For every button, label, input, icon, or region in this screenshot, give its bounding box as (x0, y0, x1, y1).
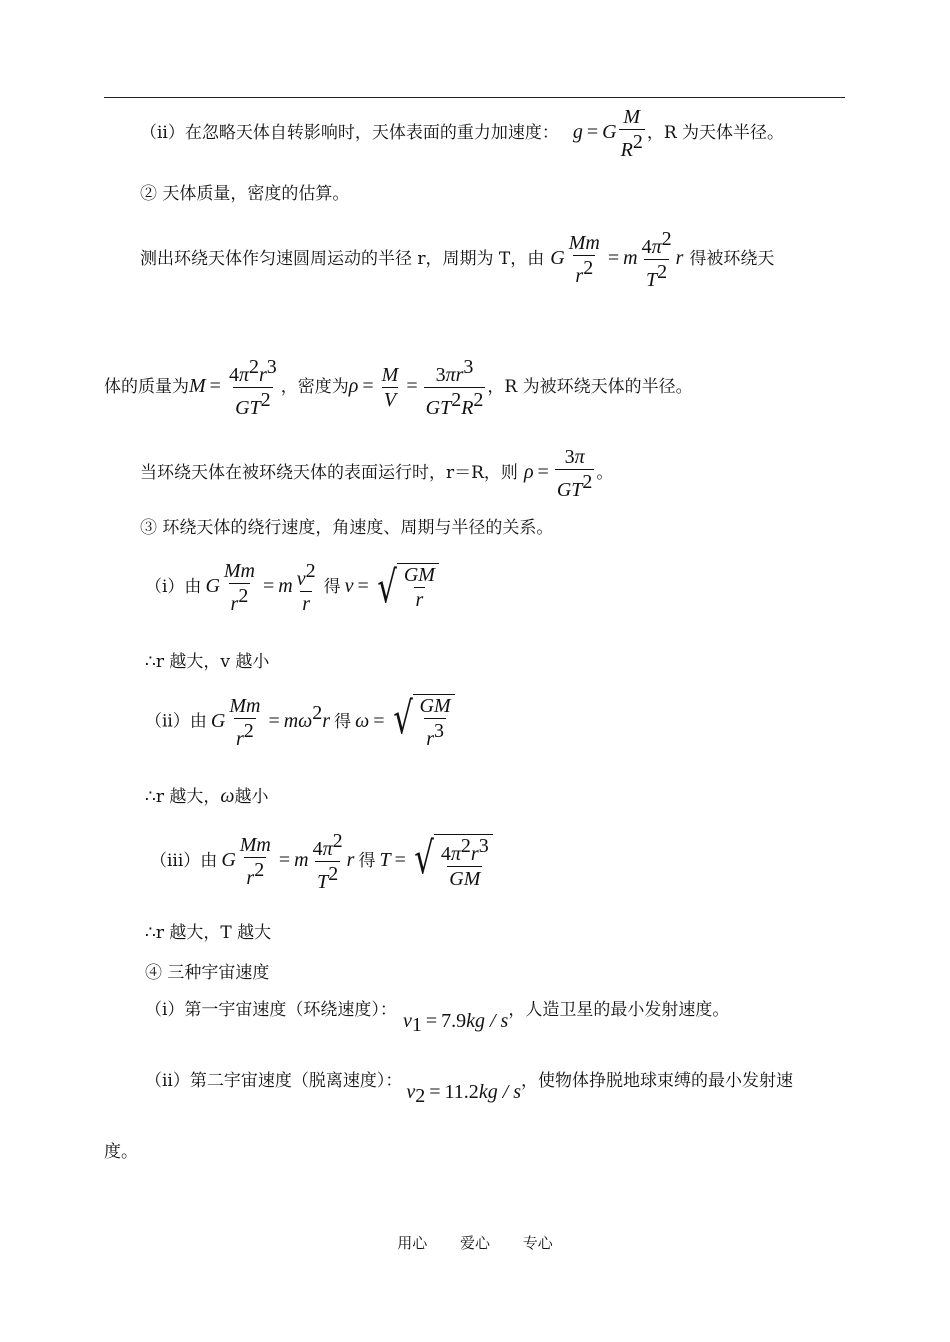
paragraph-first-cosmic-velocity (145, 995, 730, 1036)
text-measure-intro: 测出环绕天体作匀速圆周运动的半径 r，周期为 T，由 (140, 249, 545, 270)
text-second-velocity-desc: ，使物体挣脱地球束缚的最小发射速 (521, 1071, 794, 1091)
formula-angular-velocity-eq: G $\frac{Mm}{r^2}$ = $m\omega^2r$ (210, 694, 331, 750)
heading-cosmic-velocity: ④ 三种宇宙速度 (145, 963, 270, 983)
footer-text-2: 爱心 (459, 1234, 490, 1252)
text-get: 得 (358, 851, 376, 872)
text-omega-conclusion-pre: ∴r 越大， (145, 787, 221, 807)
paragraph-surface-orbit (140, 446, 613, 501)
paragraph-second-cosmic-velocity (145, 1066, 794, 1107)
text-period: 。 (596, 463, 614, 484)
unit-first-velocity: kg / s (466, 1010, 509, 1032)
formula-gravity: g = G $\frac{M}{R^2}$ (572, 106, 643, 161)
text-radius-note: ，R 为天体半径。 (646, 123, 785, 144)
page-footer (0, 1232, 950, 1253)
text-first-velocity-label: （i）第一宇宙速度（环绕速度）： (145, 1000, 397, 1020)
text-get: 得 (334, 711, 352, 732)
paragraph-cosmic-velocity-heading (145, 958, 269, 983)
paragraph-t-conclusion (145, 918, 271, 943)
text-t-conclusion: ∴r 越大，T 越大 (145, 923, 272, 943)
paragraph-gravity-acceleration (140, 106, 784, 161)
formula-second-velocity: $v_2 = 11.2kg / s$ (406, 1081, 522, 1107)
formula-first-velocity: $v_1 = 7.9kg / s$ (402, 1010, 509, 1036)
paragraph-linear-velocity (145, 560, 439, 615)
paragraph-continuation (104, 1137, 138, 1162)
paragraph-omega-conclusion (145, 782, 268, 808)
formula-linear-velocity: v = √ $\frac{GM}{r}$ (345, 575, 439, 597)
formula-mass: M = $\frac{4\pi^2r^3}{GT^2}$ (189, 356, 277, 419)
paragraph-mass-density-heading (140, 179, 349, 204)
text-continuation: 度。 (104, 1142, 138, 1162)
heading-velocity-relation: ③ 环绕天体的绕行速度，角速度、周期与半径的关系。 (140, 518, 554, 538)
text-first-velocity-desc: ，人造卫星的最小发射速度。 (508, 1000, 730, 1020)
text-second-velocity-label: （ii）第二宇宙速度（脱离速度）： (145, 1071, 403, 1091)
text-get: 得 (323, 577, 341, 598)
footer-text-3: 专心 (522, 1234, 553, 1252)
paragraph-angular-velocity (145, 694, 455, 750)
formula-period-eq: G $\frac{Mm}{r^2}$ = m $\frac{4\pi^2}{T^2}$ r (221, 830, 355, 893)
paragraph-v-conclusion (145, 647, 269, 672)
footer-text-1: 用心 (397, 1234, 428, 1252)
paragraph-period (150, 830, 493, 893)
paragraph-mass-density-result (104, 356, 693, 419)
text-radius-desc: ，R 为被环绕天体的半径。 (487, 377, 693, 398)
text-gravity-intro: （ii）在忽略天体自转影响时，天体表面的重力加速度： (140, 123, 559, 144)
paragraph-measure-orbit (140, 228, 774, 291)
text-density-label: ，密度为 (280, 377, 349, 398)
formula-density: ρ = $\frac{M}{V}$ = $\frac{3\pi r^3}{GT^2R^2}$ (348, 356, 484, 419)
symbol-omega: ω (220, 785, 235, 807)
formula-orbit-equation: G $\frac{Mm}{r^2}$ = m $\frac{4\pi^2}{T^2}$ r (550, 228, 684, 291)
formula-period: T = √ $\frac{4\pi^2r^3}{GM}$ (379, 849, 492, 871)
text-v-conclusion: ∴r 越大，v 越小 (145, 652, 270, 672)
text-mass-label: 体的质量为 (104, 377, 189, 398)
text-measure-outro: 得被环绕天 (689, 249, 775, 270)
formula-surface-density: ρ = $\frac{3\pi}{GT^2}$ (523, 446, 593, 501)
text-iii-by: （iii）由 (150, 851, 218, 872)
text-i-by: （i）由 (145, 577, 202, 598)
formula-angular-velocity: ω = √ $\frac{GM}{r^3}$ (355, 710, 455, 732)
header-rule (104, 97, 845, 98)
text-omega-conclusion-post: 越小 (234, 787, 269, 807)
unit-second-velocity: kg / s (478, 1081, 522, 1103)
text-surface-intro: 当环绕天体在被环绕天体的表面运行时，r＝R，则 (140, 463, 518, 484)
paragraph-velocity-heading (140, 513, 553, 538)
text-ii-by: （ii）由 (145, 711, 207, 732)
value-first-velocity: 7.9 (441, 1010, 467, 1032)
formula-linear-velocity-eq: G $\frac{Mm}{r^2}$ = m $\frac{v^2}{r}$ (205, 560, 316, 615)
heading-mass-density: ② 天体质量，密度的估算。 (140, 184, 350, 204)
value-second-velocity: 11.2 (444, 1081, 479, 1103)
